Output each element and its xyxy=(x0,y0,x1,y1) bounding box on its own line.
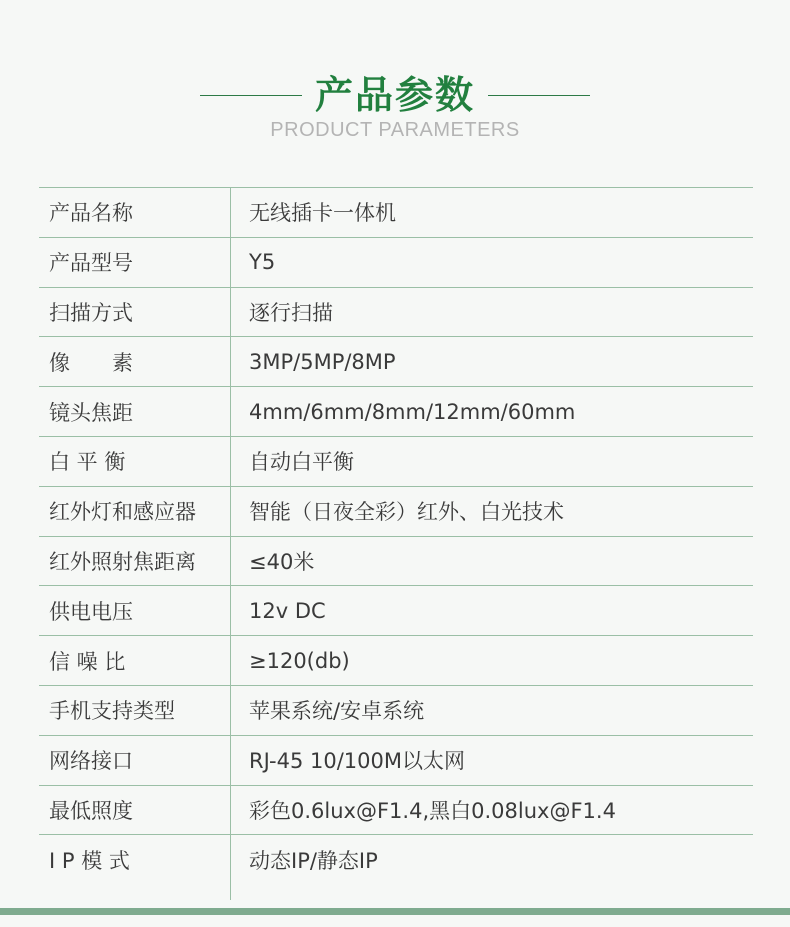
table-row xyxy=(39,486,753,536)
param-value: RJ-45 10/100M以太网 xyxy=(249,749,466,774)
parameters-table xyxy=(39,187,753,884)
param-value: 苹果系统/安卓系统 xyxy=(249,699,425,724)
param-label: 扫描方式 xyxy=(49,300,133,325)
table-row xyxy=(39,834,753,884)
section-header xyxy=(0,70,790,150)
param-label: 产品名称 xyxy=(49,201,133,226)
param-label: 红外灯和感应器 xyxy=(49,500,196,525)
table-row xyxy=(39,685,753,735)
param-label: 白 平 衡 xyxy=(49,450,126,475)
table-row xyxy=(39,536,753,586)
page-title: 产品参数 xyxy=(314,73,475,117)
param-label: 红外照射焦距离 xyxy=(49,549,196,574)
param-label: 网络接口 xyxy=(49,749,133,774)
param-value: 彩色0.6lux@F1.4,黑白0.08lux@F1.4 xyxy=(249,798,616,823)
param-value: Y5 xyxy=(249,250,276,275)
param-value: 逐行扫描 xyxy=(249,300,333,325)
param-value: 智能（日夜全彩）红外、白光技术 xyxy=(249,500,564,525)
table-row xyxy=(39,785,753,835)
param-label: 像 素 xyxy=(49,350,133,375)
table-row xyxy=(39,735,753,785)
table-row xyxy=(39,436,753,486)
param-label: 镜头焦距 xyxy=(49,400,133,425)
param-label: 信 噪 比 xyxy=(49,649,126,674)
table-row xyxy=(39,287,753,337)
param-value: ≤40米 xyxy=(249,549,315,574)
table-row xyxy=(39,585,753,635)
table-row xyxy=(39,187,753,237)
param-value: 自动白平衡 xyxy=(249,450,354,475)
param-label: 最低照度 xyxy=(49,798,133,823)
table-row xyxy=(39,336,753,386)
param-label: I P 模 式 xyxy=(49,848,130,873)
param-label: 产品型号 xyxy=(49,251,133,276)
param-value: 动态IP/静态IP xyxy=(249,848,378,873)
table-row xyxy=(39,237,753,287)
param-label: 手机支持类型 xyxy=(49,699,175,724)
page-subtitle: PRODUCT PARAMETERS xyxy=(270,119,520,141)
param-value: 4mm/6mm/8mm/12mm/60mm xyxy=(249,399,576,424)
param-value: 3MP/5MP/8MP xyxy=(249,349,396,374)
param-value: ≥120(db) xyxy=(249,648,350,673)
param-label: 供电电压 xyxy=(49,599,133,624)
param-value: 12v DC xyxy=(249,598,326,623)
param-value: 无线插卡一体机 xyxy=(249,201,396,226)
table-row xyxy=(39,386,753,436)
table-row xyxy=(39,635,753,685)
footer-bar xyxy=(0,908,790,915)
